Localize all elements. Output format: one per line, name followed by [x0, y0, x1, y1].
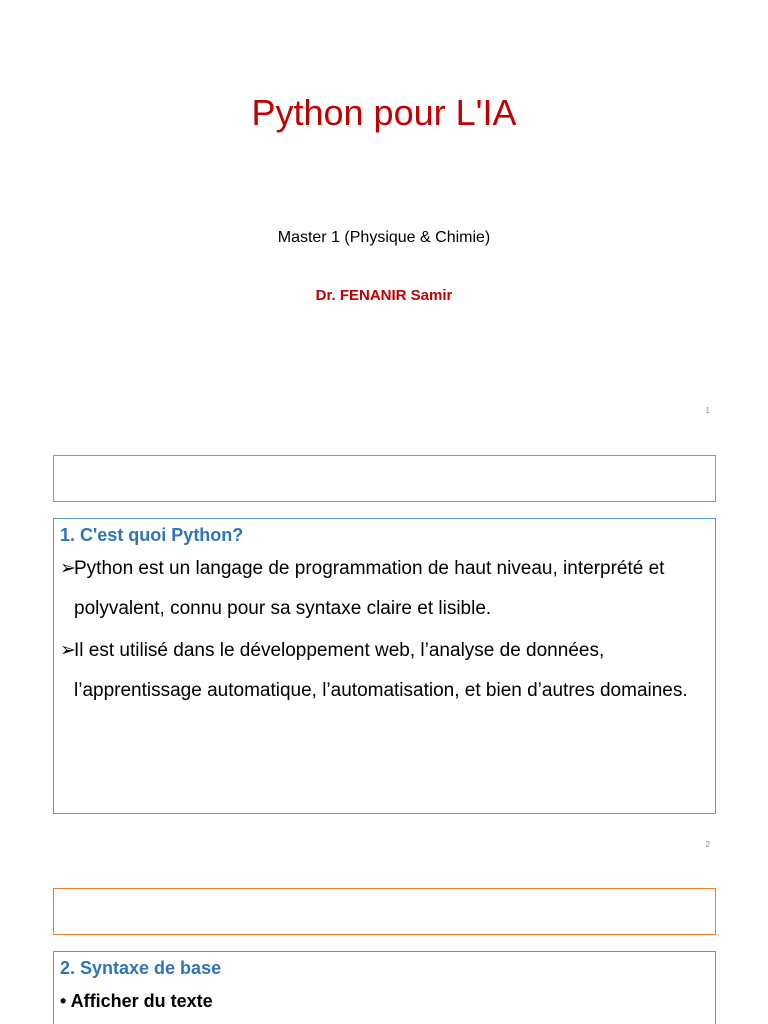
arrow-bullet-icon: ➢	[60, 558, 76, 579]
slide-title-box	[53, 888, 716, 935]
content-box	[53, 518, 716, 814]
section-heading: 1. C'est quoi Python?	[60, 525, 244, 545]
slide-title-box	[53, 455, 716, 502]
course-subtitle: Master 1 (Physique & Chimie)	[277, 229, 491, 246]
presentation-title: Python pour L'IA	[251, 92, 517, 133]
bullet-item	[60, 631, 709, 711]
bullet-item	[60, 988, 709, 1014]
bullet-item	[60, 549, 709, 629]
dot-bullet-icon: •	[60, 991, 67, 1011]
slide-page-number: 2	[705, 840, 710, 849]
bullet-text: Il est utilisé dans le développement web, l’analyse de données, l’apprentissage automatique, l’automatisation, et bien d’autres domaines.	[74, 640, 688, 701]
bullet-text: Python est un langage de programmation de haut niveau, interprété et polyvalent, connu pour sa syntaxe claire et lisible.	[74, 558, 665, 619]
author-name: Dr. FENANIR Samir	[315, 287, 453, 304]
bullet-text: Afficher du texte	[70, 991, 213, 1011]
arrow-bullet-icon: ➢	[60, 640, 76, 661]
slide-page-number: 1	[705, 406, 710, 415]
section-heading: 2. Syntaxe de base	[60, 958, 222, 978]
content-box	[53, 951, 716, 1024]
